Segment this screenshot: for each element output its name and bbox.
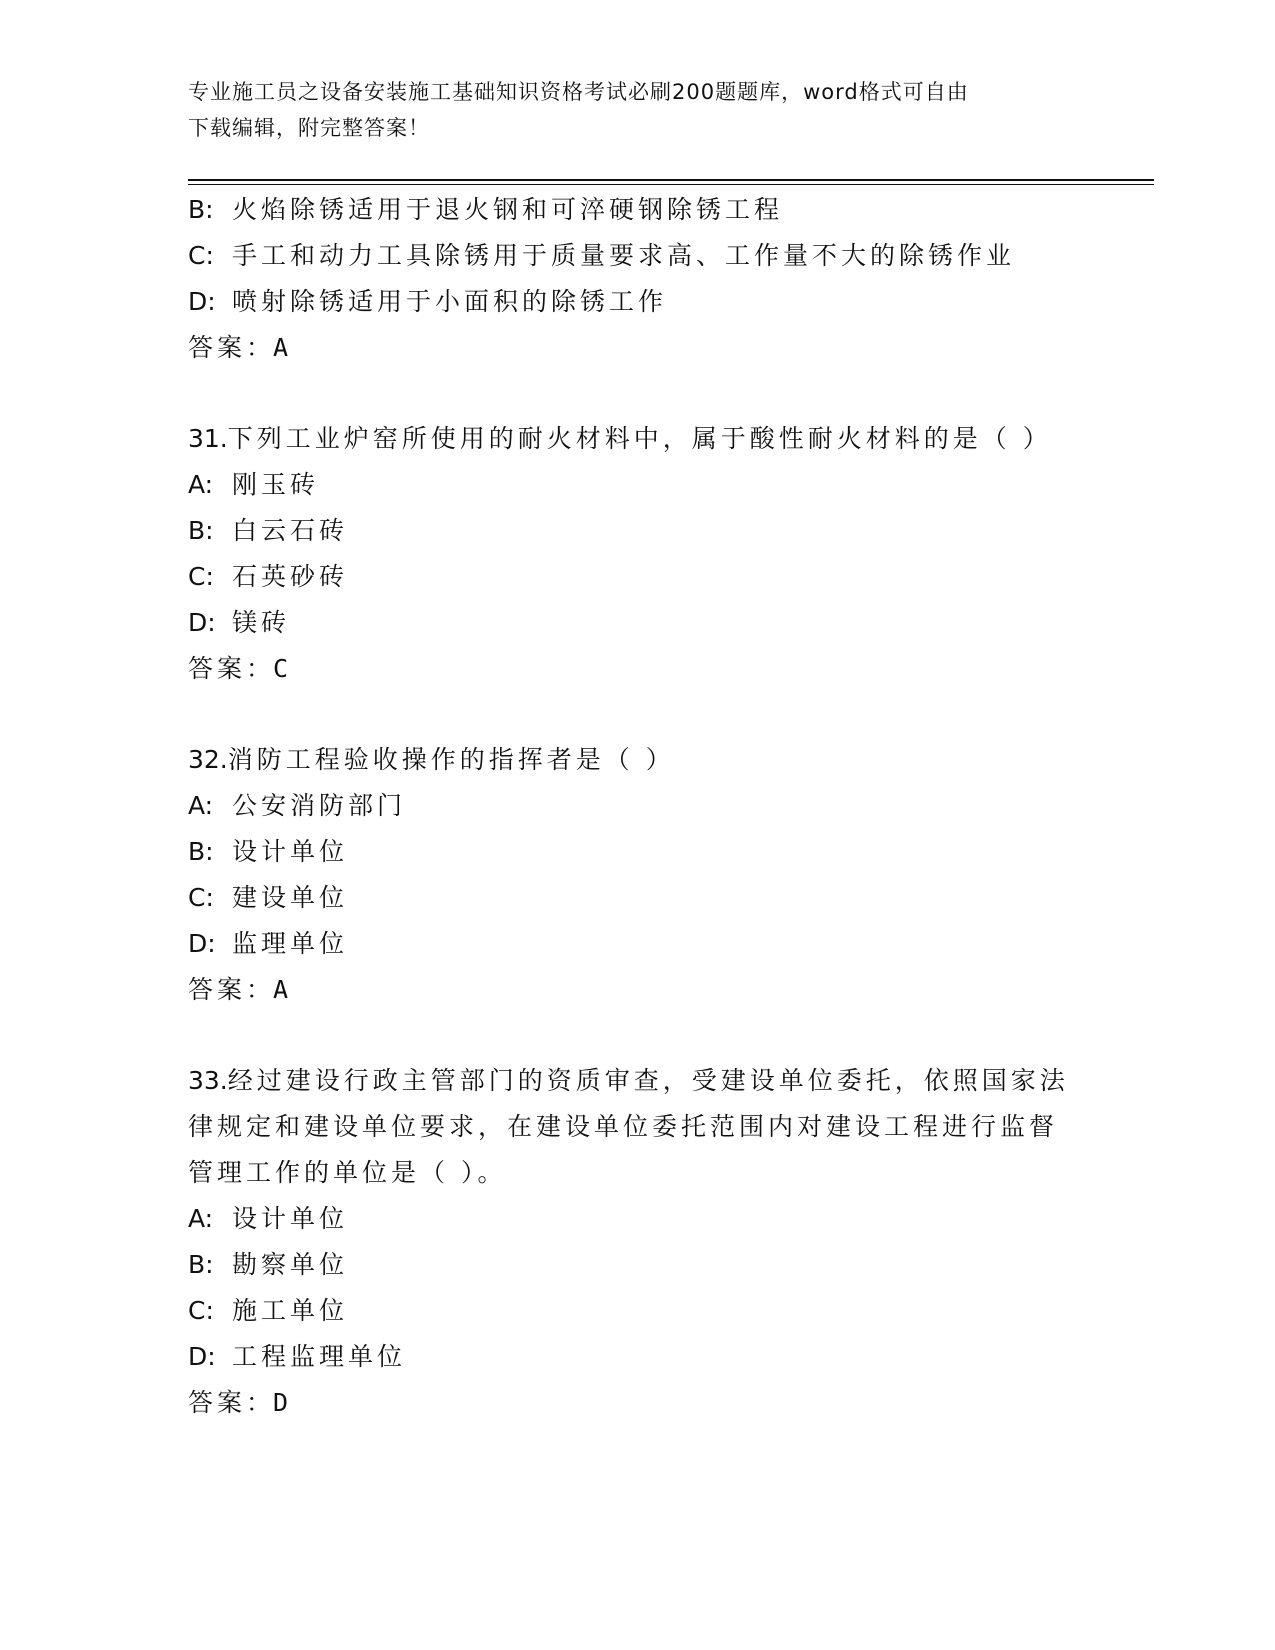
answer-value: D: [273, 1388, 289, 1417]
spacer: [188, 1013, 1088, 1058]
answer-prefix: 答案: [188, 333, 247, 362]
answer-line: [188, 325, 1088, 371]
question-number: 33.: [188, 1066, 228, 1095]
question-stem-line-1: [188, 1058, 1088, 1104]
option-text: 建设单位: [232, 883, 349, 912]
header-divider-thick: [188, 179, 1154, 181]
option-b: [188, 1242, 1088, 1288]
option-text: 公安消防部门: [232, 791, 407, 820]
option-b: [188, 508, 1088, 554]
option-label: B:: [188, 516, 214, 545]
option-c: [188, 554, 1088, 600]
option-text: 白云石砖: [232, 516, 349, 545]
option-a: [188, 783, 1088, 829]
option-label: D:: [188, 929, 216, 958]
answer-prefix: 答案: [188, 1388, 247, 1417]
header-title-line-1: 专业施工员之设备安装施工基础知识资格考试必刷200题题库，word格式可自由: [188, 80, 969, 104]
question-text: 经过建设行政主管部门的资质审查，受建设单位委托，依照国家法: [227, 1066, 1069, 1095]
option-label: B:: [188, 195, 214, 224]
question-33: [188, 1058, 1088, 1426]
option-text: 镁砖: [232, 608, 291, 637]
option-c: [188, 233, 1088, 279]
question-31: [188, 416, 1088, 692]
option-b: [188, 829, 1088, 875]
option-text: 工程监理单位: [232, 1342, 407, 1371]
option-label: A:: [188, 791, 214, 820]
option-text: 喷射除锈适用于小面积的除锈工作: [232, 287, 668, 316]
question-content: [188, 187, 1088, 1426]
option-text: 监理单位: [232, 929, 349, 958]
option-b: [188, 187, 1088, 233]
option-c: [188, 875, 1088, 921]
option-a: [188, 1196, 1088, 1242]
option-label: C:: [188, 1296, 214, 1325]
spacer: [188, 692, 1088, 737]
option-label: B:: [188, 837, 214, 866]
answer-colon: ：: [246, 654, 274, 683]
question-stem-line-3: [188, 1150, 1088, 1196]
option-text: 勘察单位: [232, 1250, 349, 1279]
question-text: 律规定和建设单位要求，在建设单位委托范围内对建设工程进行监督: [188, 1112, 1059, 1141]
option-text: 石英砂砖: [232, 562, 349, 591]
answer-value: C: [273, 654, 289, 683]
spacer: [188, 371, 1088, 416]
question-30-continued: [188, 187, 1088, 371]
question-stem: [188, 416, 1088, 462]
option-text: 手工和动力工具除锈用于质量要求高、工作量不大的除锈作业: [232, 241, 1016, 270]
option-label: A:: [188, 1204, 214, 1233]
option-text: 设计单位: [232, 837, 349, 866]
header-divider-thin: [188, 184, 1154, 185]
question-text: 管理工作的单位是（ ）。: [188, 1158, 507, 1187]
option-text: 火焰除锈适用于退火钢和可淬硬钢除锈工程: [232, 195, 784, 224]
question-text: 下列工业炉窑所使用的耐火材料中，属于酸性耐火材料的是（ ）: [227, 424, 1052, 453]
header-title-line-2: 下载编辑，附完整答案！: [188, 116, 430, 140]
option-d: [188, 279, 1088, 325]
option-label: C:: [188, 562, 214, 591]
answer-value: A: [273, 333, 289, 362]
option-label: C:: [188, 883, 214, 912]
answer-colon: ：: [246, 975, 274, 1004]
option-d: [188, 921, 1088, 967]
option-d: [188, 1334, 1088, 1380]
option-label: D:: [188, 287, 216, 316]
option-text: 刚玉砖: [232, 470, 320, 499]
option-label: C:: [188, 241, 214, 270]
option-c: [188, 1288, 1088, 1334]
question-text: 消防工程验收操作的指挥者是（ ）: [227, 745, 675, 774]
option-a: [188, 462, 1088, 508]
answer-prefix: 答案: [188, 975, 247, 1004]
option-text: 施工单位: [232, 1296, 349, 1325]
answer-line: [188, 646, 1088, 692]
option-text: 设计单位: [232, 1204, 349, 1233]
answer-colon: ：: [246, 333, 274, 362]
answer-line: [188, 1380, 1088, 1426]
option-label: A:: [188, 470, 214, 499]
option-label: D:: [188, 608, 216, 637]
answer-prefix: 答案: [188, 654, 247, 683]
answer-colon: ：: [246, 1388, 274, 1417]
answer-value: A: [273, 975, 289, 1004]
option-label: D:: [188, 1342, 216, 1371]
question-stem-line-2: [188, 1104, 1088, 1150]
option-d: [188, 600, 1088, 646]
question-32: [188, 737, 1088, 1013]
question-stem: [188, 737, 1088, 783]
option-label: B:: [188, 1250, 214, 1279]
question-number: 31.: [188, 424, 228, 453]
question-number: 32.: [188, 745, 228, 774]
answer-line: [188, 967, 1088, 1013]
document-header: [188, 74, 1088, 146]
